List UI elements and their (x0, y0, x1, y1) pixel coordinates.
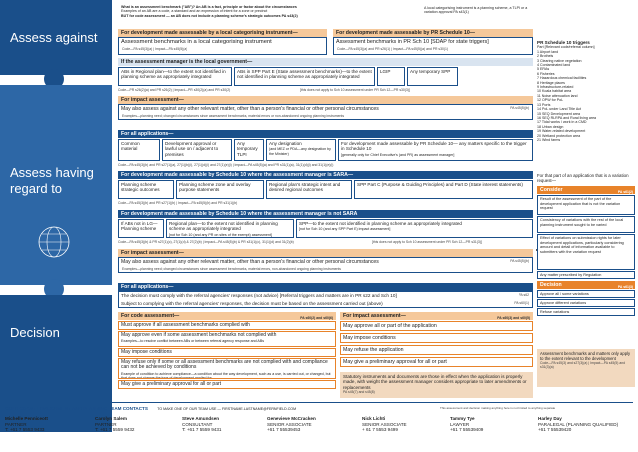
pr-sch10-item: 12 OPW for PoL (537, 98, 564, 103)
rp-decision-ref: PA s61(3) (617, 285, 633, 289)
s1-right-header: For development made assessable by PR Schedule 10— (333, 29, 533, 37)
s1-right-body: Assessment benchmarks in PR Sch 10 [SDAP for state triggers] (336, 39, 489, 45)
top-note-line2: Examples of an AB are a code, a standard and an expression of intent for a zone or precinct (121, 9, 268, 14)
code-item: May give a preliminary approval for all or part (118, 380, 336, 389)
s3-code-header: For code assessment— PA s60(2) and s60(6) (118, 312, 336, 320)
s2-impact-box (118, 257, 533, 273)
puzzle-assess-having-regard-label: Assess having regard to (10, 165, 94, 196)
pr-sch10-list (537, 45, 635, 142)
pr-sch10-item: 11 Noise attenuation land (537, 93, 578, 98)
consider-item: Consistency of variations with the rest of the local planning instrument sought to be varied (537, 216, 635, 233)
s1-left-ref: Code—PA s45(3)(a) | Impact—PA s45(5)(a) (122, 47, 188, 51)
contact-phone: +61 7 55539453 (267, 427, 301, 433)
contact-phone: + 61 7 5553 9499 (362, 427, 398, 433)
s1-ab-regional: ABs in Regional plan—to the extent not identified in planning scheme as appropriately integrated (118, 67, 232, 86)
s1-inconsist-header: If the assessment manager is the local government— (118, 58, 533, 66)
contact-card (95, 416, 187, 433)
footer-disclaimer: This assessment and decision making anything here is not limited to anything separate (440, 406, 556, 410)
s1-impact-header: For impact assessment— (118, 96, 533, 104)
contact-name: Tammy Tye (450, 416, 475, 421)
s3-impact-header: For impact assessment— PA s60(3) and s60(5) (340, 312, 533, 320)
top-note-right: A local categorising instrument is a planning scheme, a TLPI or a variation approval PA s43(1) (424, 6, 528, 15)
s1-impact-example: Examples—planning need; changed circumstances since assessment benchmarks, material errors or non-abandoned ongoing planning instruments (122, 114, 345, 118)
pr-sch10-item: 4 Contaminated land (537, 63, 571, 68)
pr-sch10-item: 14 PoL under Land Title Act (537, 107, 582, 112)
consider-item: Effect of variations on submission rights for later development applications, particularly considering amount and detail of information available to submitters with the variation request (537, 234, 635, 270)
s2-sara-header: For development made assessable by Schedule 10 where the assessment manager is SARA— (118, 171, 533, 179)
pr-sch10-item: 5 ERAs (537, 67, 550, 72)
contact-name: Carolyn Salem (95, 416, 127, 421)
s2-sara-ref: Code—PA s45(3)(b) and PR s27(1)(b) | Impact—PA s45(5)(b) and PR s31(1)(b) (118, 201, 238, 205)
rp-intro: For that part of an application that is a variation request— (537, 173, 629, 184)
s2-all-apps-ref: Code—PA s45(3)(b) and PR s27(1)(a), 27(1)(b)(i), 27(1)(d)(i) and 27(1)(e)(i) | Impact—PA s45(5)(a) and PR s31(1)(a), 31(1)(d)(i) and 31(1)(e)(i) (118, 163, 334, 167)
pr-sch10-item: 10 Koala habitat area (537, 89, 572, 94)
s2-spp-part-c: SPP Part C (Purpose & Guiding Principles) and Part D (State interest statements) (354, 180, 533, 199)
rp-consider-header: Consider PA s61(2) (537, 186, 635, 194)
s2-impact-body: May also assess against any other relevant matter, other than a person's financial or other personal circumstances (121, 259, 379, 265)
s3-all-apps-box (118, 291, 533, 308)
pr-sch10-title: PR Schedule 10 triggers (537, 40, 590, 45)
s1-left-body: Assessment benchmarks in a local categorising instrument (121, 39, 272, 45)
consider-item: Result of the assessment of the part of the development application that is not the variation request (537, 195, 635, 215)
footer-rule (5, 402, 633, 403)
puzzle-decision-label: Decision (10, 325, 60, 340)
pr-sch10-item: 16 SEQ RLRPA and Rural living area (537, 115, 597, 120)
rp-decision-header: Decision PA s61(3) (537, 281, 635, 289)
pr-sch10-item: 9 Infrastructure-related (537, 85, 574, 90)
contact-role: CONSULTANT (182, 421, 213, 427)
pr-sch10-item: 7 Hazardous chemical facilities (537, 76, 587, 81)
contact-name: Nick Lichti (362, 416, 386, 421)
contact-card (182, 416, 274, 433)
s2-any-tlpi: Any temporary TLPI (234, 139, 264, 161)
pr-sch10-item: 1 Airport land (537, 49, 559, 54)
decision-item: Approve all / some variations (537, 290, 635, 298)
contact-phone: +61 7 55539409 (450, 427, 484, 433)
s2-all-apps-header: For all applications— (118, 130, 533, 138)
s3-impact-ref: PA s60(3) and s60(5) (497, 316, 530, 320)
s2-regional-plan: Regional plan's strategic intent and desired regional outcomes (266, 180, 352, 199)
top-note-line3: BUT for code assessment — an AB does not include a planning scheme's strategic outcomes PA s43(2) (121, 13, 298, 18)
s1-inconsist-ref-right: [this does not apply to Sch 10 assessment under PR Sch 12—PR s30(3)] (300, 88, 410, 92)
pr-sch10-item: 15 SEQ Development area (537, 111, 580, 116)
s2-sch10-specific: For development made assessable by PR Schedule 10— any matters specific to the trigger in Schedule 10 [generally only for Chief Executive's (and PR) as assessment manager] (338, 139, 533, 161)
code-item: Must approve if all assessment benchmarks complied with (118, 321, 336, 330)
pr-sch10-panel (537, 40, 635, 142)
code-item: May approve even if some assessment benchmarks not complied with Examples—to resolve conflict between ABs or between referral agency response and ABs (118, 331, 336, 347)
impact-item: May impose conditions (340, 333, 533, 343)
top-note-title: What is an assessment benchmark ("AB")? An AB is a fact, principle or factor about the circumstances (121, 5, 297, 9)
pr-sch10-item: 21 Wind farms (537, 137, 561, 142)
s1-left-header: For development made assessable by a local categorising instrument— (118, 29, 327, 37)
globe-icon (32, 225, 76, 259)
code-item: May impose conditions (118, 348, 336, 357)
decision-item: Refuse variations (537, 308, 635, 316)
pr-sch10-item: 6 Fisheries (537, 71, 555, 76)
puzzle-assess-against-label: Assess against (10, 30, 98, 45)
pr-sch10-item: 2 Brothels (537, 54, 554, 59)
s2-common-material: Common material (118, 139, 160, 161)
pr-sch10-item: 3 Clearing native vegetation (537, 58, 582, 63)
s2-if-ab-not: If ABs not in LG—Planning scheme (118, 219, 164, 238)
puzzle-assess-against (0, 0, 112, 75)
contact-name: Genevieve McCracken (267, 416, 316, 421)
s1-left-box (118, 37, 327, 55)
s2-planning-scheme: Planning scheme strategic outcomes (118, 180, 174, 199)
s2-dev-approval: Development approval or lawful use on / adjacent to premises (162, 139, 232, 161)
impact-item: May approve all or part of the application (340, 321, 533, 331)
s2-impact-example: Examples—planning need; changed circumstances since assessment benchmarks, material errors, non-abandoned ongoing planning instruments (122, 267, 342, 271)
contact-phone: +61 7 55539420 (538, 427, 572, 433)
contact-role: PARTNER (95, 421, 117, 427)
s2-not-sara-ref-right: [this does not apply to Sch 10 assessment under PR Sch 12—PR s31(3)] (372, 240, 482, 244)
s1-ab-spp: ABs in SPP Part E (State assessment benchmarks)—to the extent not identified in planning scheme as appropriately integrated (234, 67, 375, 86)
contact-name: Steve Amundsen (182, 416, 220, 421)
s1-impact-box (118, 104, 533, 120)
contact-card (362, 416, 454, 433)
contact-role: SENIOR ASSOCIATE (362, 421, 407, 427)
s3-line2: Subject to complying with the referral agencies' responses, the decision must be based on the assessment carried out (above) (121, 301, 383, 306)
s3-all-apps-header: For all applications— (118, 283, 533, 291)
contact-role: LAWYER (450, 421, 470, 427)
s3-line2-ref: PA s60(1) (514, 301, 529, 305)
contact-role: PARTNER (5, 421, 27, 427)
decision-item: Approve different variations (537, 299, 635, 307)
contact-role: PARALEGAL (PLANNING QUALIFIED) (538, 421, 619, 427)
contact-name: Harley Day (538, 416, 562, 421)
s2-regional-extent: Regional plan—to the extent not identified in planning scheme as appropriately integrated [not for Sch 10 (and any PR on sites of the exempt) assessment] (166, 219, 294, 238)
puzzle-assess-having-regard (0, 85, 112, 285)
contact-phone: T: +61 7 5559 9432 (95, 427, 135, 433)
s1-inconsist-ref: Code—PR s26(2)(a) and PR s26(2) | Impact—PR s30(2)(a) and PR s30(2) (118, 88, 231, 92)
s2-any-designation: Any designation (and MEZ or PDA—any designation by the Minister) (266, 139, 336, 161)
pr-sch10-item: 19 Water-related development (537, 129, 586, 134)
s1-impact-ref: PA s45(5)(b) (510, 106, 529, 110)
pr-sch10-item: 8 Heritage places (537, 80, 565, 85)
pr-sch10-item: 18 Urban design (537, 124, 564, 129)
contact-phone: T: +61 7 5559 9431 (182, 427, 222, 433)
contact-card (5, 416, 97, 433)
rp-consider-ref: PA s61(2) (617, 190, 633, 194)
pr-sch10-item: 17 Tidal works / work in a CMD (537, 120, 587, 125)
s1-temp-spp: Any temporary SPP (407, 67, 458, 86)
s3-statutory-note: Statutory instruments and documents are those in effect when the application is properly made, with weight the assessment manager considers appropriate to later amendments or replacements PA s45(7) and s45(8) (340, 372, 533, 398)
rp-ab-note: Assessment benchmarks and matters only apply to the extent relevant to the development Code—PA s45(3) and s27(3)(a) | Impact—PA s45(5) and s31(3)(a) (537, 349, 635, 387)
s2-impact-header: For impact assessment— (118, 249, 533, 257)
s2-planning-scheme-zone: Planning scheme zone and overlay purpose statements (176, 180, 264, 199)
s3-line1-ref: PA s62 (518, 293, 529, 297)
consider-item: Any matter prescribed by Regulation (537, 271, 635, 279)
contact-name: Michelle Penniceott (5, 416, 48, 421)
s2-not-sara-ref: Code—PA s45(3)(b) & PR s27(1)(c), 27(1)(d) & 27(2)(b) | Impact—PA s45(5)(b) & PR s31(1)(c), 31(1)(d) and 31(2)(b) (118, 240, 294, 244)
s2-impact-ref: PA s45(5)(b) (510, 259, 529, 263)
contact-card (267, 416, 359, 433)
contact-phone: T: +61 7 5553 9433 (5, 427, 45, 433)
contact-card (538, 416, 630, 433)
code-item: May refuse only if some or all assessment benchmarks are not complied with and compliance can not be achieved by conditions Example of condition to achieve compliance—a condition about the way development, such as a use, is carried out, or changed, but that does not change the type of development applied for (118, 358, 336, 379)
s1-impact-body: May also assess against any other relevant matter, other than a person's financial or other personal circumstances (121, 106, 379, 112)
s1-right-ref: Code—PA s45(3)(a) and PR s26(1) | Impact—PA s45(5)(a) and PR s30(1) (337, 47, 448, 51)
s3-line1: The decision must comply with the referral agencies' responses (not advice) [Referral triggers and matters are in PR s22 and Sch 10] (121, 293, 397, 298)
pr-sch10-item: 13 Ports (537, 102, 551, 107)
contact-role: SENIOR ASSOCIATE (267, 421, 312, 427)
contact-card (450, 416, 542, 433)
s2-spp-extent: SPP—to the extent not identified in planning scheme as appropriately integrated [not for Sch 10 (and any SPP Part E) impact assessment] (296, 219, 533, 238)
impact-item: May refuse the application (340, 345, 533, 355)
s2-not-sara-header: For development made assessable by Schedule 10 where the assessment manager is not SARA (118, 210, 533, 218)
impact-item: May give a preliminary approval for all or part (340, 357, 533, 367)
s1-lgip: LGIP (377, 67, 405, 86)
s3-code-ref: PA s60(2) and s60(6) (300, 316, 333, 320)
pr-sch10-item: 20 Wetland protection area (537, 133, 581, 138)
footer-firm: GOLD COAST ENVIRONMENT AND PLANNING TEAM CONTACTS TO MAKE ONE OF OUR TEAM USE — FIRSTNAME.LASTNAME@FERNFIELD.COM (5, 406, 297, 411)
top-note (121, 5, 366, 18)
s1-right-box (333, 37, 533, 55)
pr-sch10-item: Part [Relevant code/referral column] (537, 45, 595, 50)
puzzle-decision (0, 295, 112, 432)
